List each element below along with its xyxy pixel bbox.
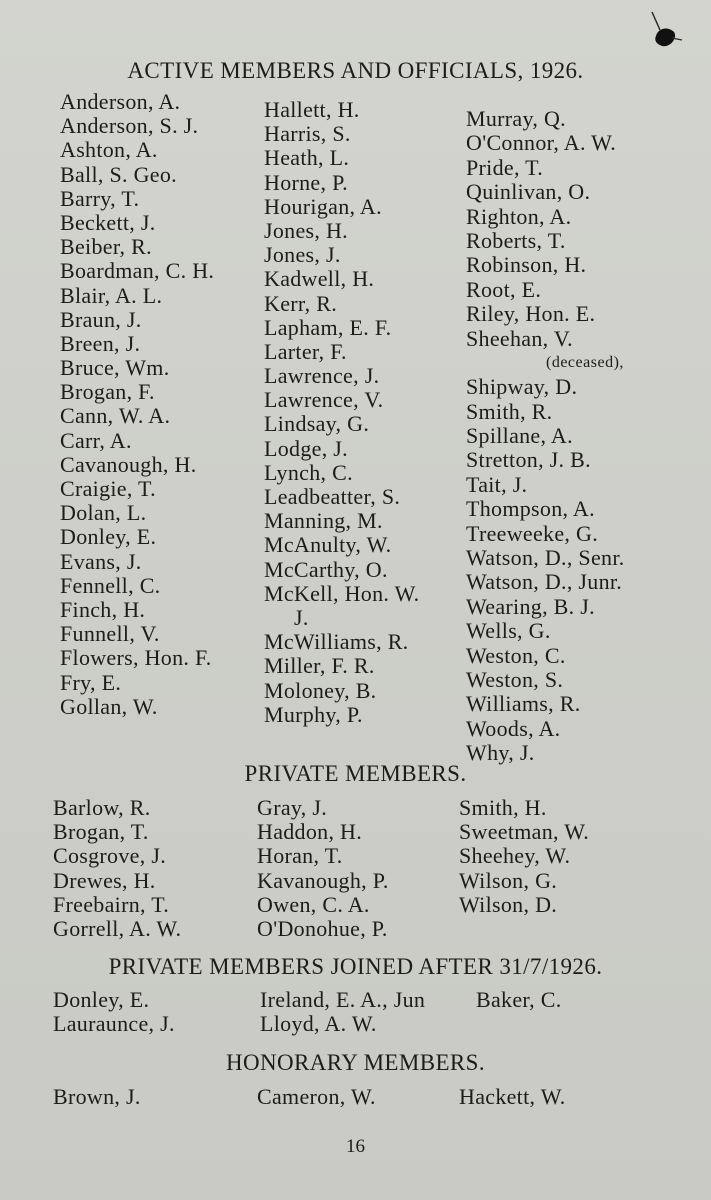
member-name: Miller, F. R. <box>264 653 375 679</box>
member-name: Wilson, D. <box>459 891 558 917</box>
member-name: Funnell, V. <box>60 621 160 647</box>
member-name: Kerr, R. <box>264 290 337 316</box>
member-name: Thompson, A. <box>466 496 595 522</box>
member-name: Wilson, G. <box>459 867 558 893</box>
member-name: Heath, L. <box>264 145 350 171</box>
member-name: Breen, J. <box>60 330 141 356</box>
member-name: Bruce, Wm. <box>60 355 170 381</box>
active-col-1 <box>60 90 214 719</box>
private-col-1 <box>53 796 181 941</box>
member-name: Root, E. <box>466 276 542 302</box>
member-name: Carr, A. <box>60 427 132 453</box>
member-name: Cosgrove, J. <box>53 843 166 869</box>
member-name: Dolan, L. <box>60 500 147 526</box>
member-name: Lawrence, J. <box>264 363 380 389</box>
member-name: Sheehey, W. <box>459 843 571 869</box>
member-name: Gray, J. <box>257 795 328 820</box>
private-members-title: PRIVATE MEMBERS. <box>244 761 467 786</box>
member-name: Jones, J. <box>264 242 341 268</box>
member-name: Murphy, P. <box>264 701 363 727</box>
member-name: Beiber, R. <box>60 234 152 260</box>
member-name: Weston, C. <box>466 642 566 668</box>
active-col-3 <box>466 107 625 766</box>
member-name: Pride, T. <box>466 154 544 180</box>
member-name: Evans, J. <box>60 548 142 574</box>
member-name: Gollan, W. <box>60 693 158 719</box>
honorary-name: Hackett, W. <box>459 1084 566 1109</box>
member-name: Stretton, J. B. <box>466 447 591 473</box>
member-name: Shipway, D. <box>466 374 578 400</box>
honorary-name: Brown, J. <box>53 1084 141 1109</box>
member-name: Brogan, T. <box>53 819 149 845</box>
member-name: Kadwell, H. <box>264 266 375 292</box>
member-name: Flowers, Hon. F. <box>60 645 212 671</box>
member-name: Robinson, H. <box>466 252 587 278</box>
member-name: Anderson, S. J. <box>60 113 199 139</box>
member-name: McWilliams, R. <box>264 629 409 655</box>
joined-name: Lauraunce, J. <box>53 1011 175 1036</box>
member-name: Lapham, E. F. <box>264 314 392 340</box>
member-name: Owen, C. A. <box>257 891 370 917</box>
member-name: Wearing, B. J. <box>466 593 595 619</box>
joined-after-title: PRIVATE MEMBERS JOINED AFTER 31/7/1926. <box>108 954 603 979</box>
member-name: Lawrence, V. <box>264 387 384 413</box>
member-name: McCarthy, O. <box>264 556 388 582</box>
member-name: Riley, Hon. E. <box>466 301 596 327</box>
member-name: Horan, T. <box>257 843 343 869</box>
member-name: Cann, W. A. <box>60 403 171 429</box>
member-name: Wells, G. <box>466 618 551 644</box>
member-name: McAnulty, W. <box>264 532 392 558</box>
member-name: Gorrell, A. W. <box>53 915 182 941</box>
member-name: Donley, E. <box>60 524 157 550</box>
member-name: Murray, Q. <box>466 106 566 131</box>
member-name: Roberts, T. <box>466 227 566 253</box>
member-name: Braun, J. <box>60 306 142 332</box>
member-name: Hourigan, A. <box>264 193 382 219</box>
member-name: Moloney, B. <box>264 677 377 703</box>
member-name: Haddon, H. <box>257 819 363 845</box>
member-name: Brogan, F. <box>60 379 155 405</box>
member-name: Horne, P. <box>264 169 348 195</box>
joined-name: Ireland, E. A., Jun <box>260 987 426 1012</box>
member-name: Drewes, H. <box>53 867 156 893</box>
member-name: Lynch, C. <box>264 459 353 485</box>
member-name: Quinlivan, O. <box>466 179 591 205</box>
member-name: Smith, R. <box>466 398 553 424</box>
private-col-2 <box>257 796 389 941</box>
member-name: Barry, T. <box>60 185 140 211</box>
member-name: Freebairn, T. <box>53 891 170 917</box>
member-name: Spillane, A. <box>466 423 573 449</box>
member-name: Barlow, R. <box>53 795 151 820</box>
member-name: Anderson, A. <box>60 89 181 114</box>
honorary-name: Cameron, W. <box>257 1084 376 1109</box>
member-name: Lodge, J. <box>264 435 348 461</box>
member-name: Kavanough, P. <box>257 867 389 893</box>
private-col-3 <box>459 796 589 917</box>
member-name: Why, J. <box>466 740 535 766</box>
member-name: Hallett, H. <box>264 97 360 122</box>
joined-name: Donley, E. <box>53 987 150 1012</box>
member-name: Lindsay, G. <box>264 411 370 437</box>
member-name: O'Donohue, P. <box>257 915 388 941</box>
member-name: Manning, M. <box>264 508 383 534</box>
member-name: Smith, H. <box>459 795 547 820</box>
ink-smudge-icon <box>646 8 686 52</box>
member-name: Craigie, T. <box>60 476 156 501</box>
member-name: Sheehan, V. <box>466 325 573 351</box>
member-name: Finch, H. <box>60 596 146 622</box>
honorary-members-title: HONORARY MEMBERS. <box>226 1050 485 1075</box>
deceased-note: (deceased), <box>546 353 624 371</box>
active-col-2 <box>264 98 419 727</box>
joined-name: Lloyd, A. W. <box>260 1011 377 1036</box>
member-name: Fry, E. <box>60 669 122 695</box>
member-name: O'Connor, A. W. <box>466 130 616 156</box>
member-name: Blair, A. L. <box>60 282 163 308</box>
member-name: Fennell, C. <box>60 572 161 598</box>
member-name: Ashton, A. <box>60 137 158 163</box>
member-name: Cavanough, H. <box>60 451 197 477</box>
member-name: Harris, S. <box>264 121 351 147</box>
member-name: Treeweeke, G. <box>466 520 598 546</box>
member-name-continuation: J. <box>294 604 309 630</box>
member-name: Jones, H. <box>264 217 348 243</box>
joined-name: Baker, C. <box>476 987 562 1012</box>
member-name: Sweetman, W. <box>459 819 590 845</box>
member-name: Leadbeatter, S. <box>264 484 401 509</box>
member-name: Ball, S. Geo. <box>60 161 177 187</box>
member-name: McKell, Hon. W. <box>264 580 420 606</box>
member-name: Watson, D., Junr. <box>466 569 623 595</box>
member-name: Boardman, C. H. <box>60 258 215 284</box>
member-name: Righton, A. <box>466 203 572 229</box>
member-name: Tait, J. <box>466 471 528 497</box>
member-name: Williams, R. <box>466 691 581 717</box>
member-name: Weston, S. <box>466 666 564 692</box>
active-members-title: ACTIVE MEMBERS AND OFFICIALS, 1926. <box>127 58 584 83</box>
member-name: Beckett, J. <box>60 209 156 235</box>
member-name: Woods, A. <box>466 715 561 741</box>
page-number: 16 <box>346 1136 365 1157</box>
member-name: Watson, D., Senr. <box>466 545 625 571</box>
member-name: Larter, F. <box>264 338 347 364</box>
